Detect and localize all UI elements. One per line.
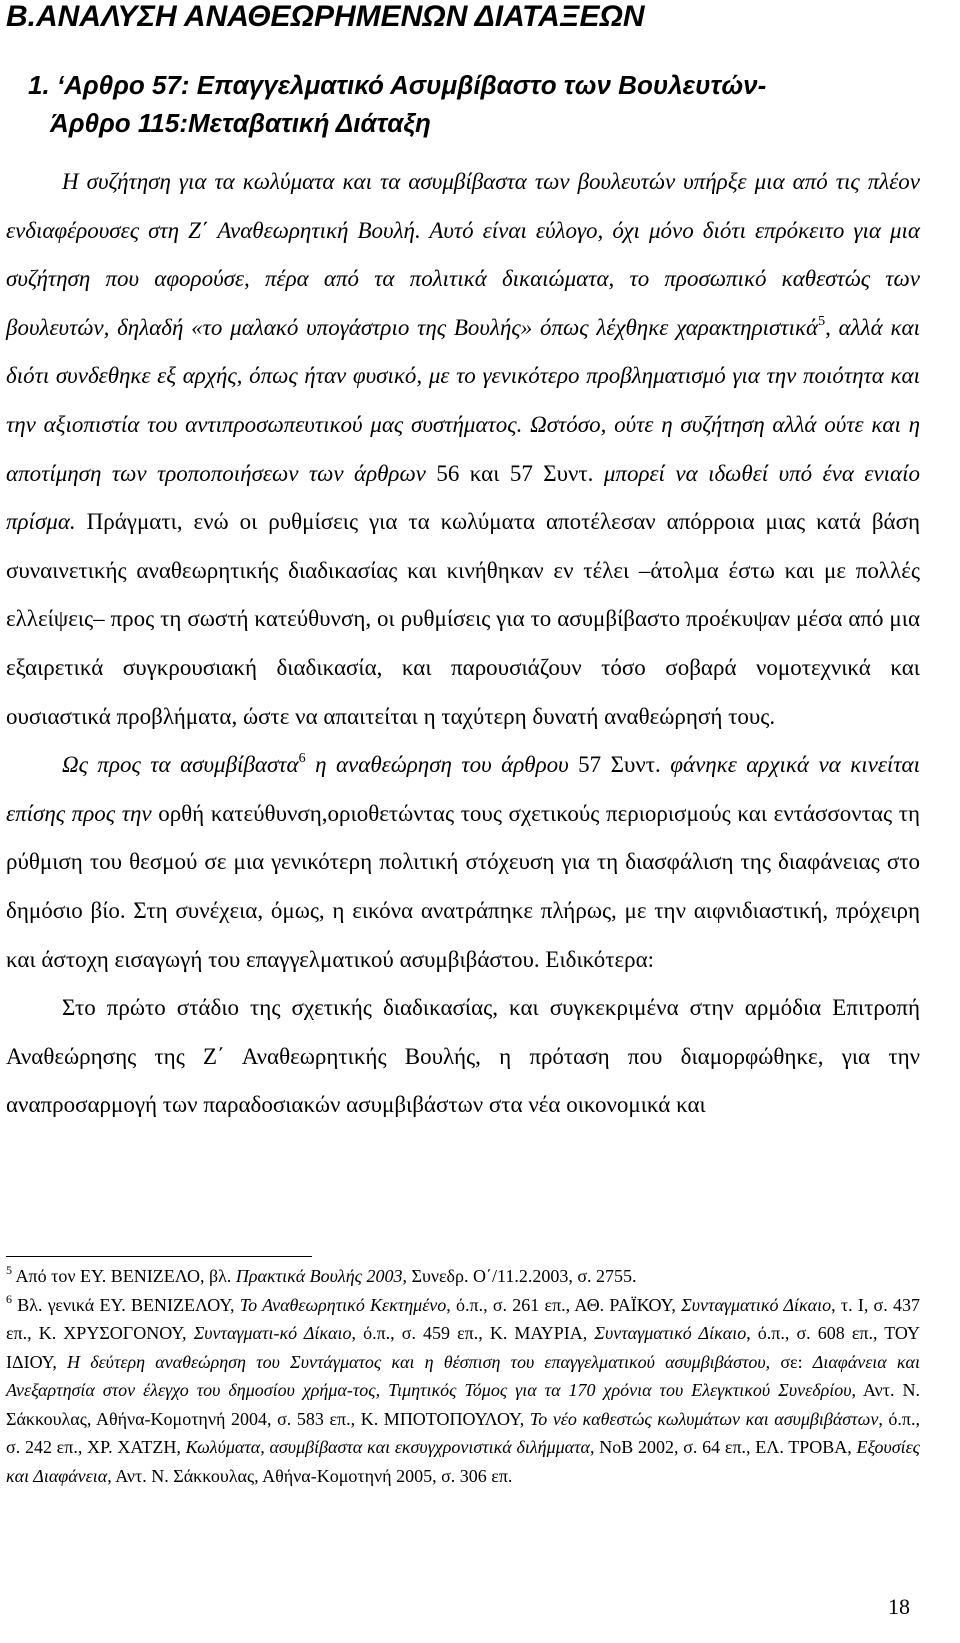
text-run: Το νέο καθεστώς κωλυμάτων και ασυμβιβάστων	[529, 1408, 879, 1429]
text-run: Η δεύτερη αναθεώρηση του Συντάγματος και η θέσπιση του επαγγελματικού ασυμβιβάστου	[67, 1351, 766, 1372]
text-run: ορθή κατεύθυνση,οριοθετώντας τους σχετικούς περιορισμούς και εντάσσοντας τη ρύθμιση του θεσμού σε μια γενικότερη πολιτική στόχευση για τη διασφάλιση της διαφάνειας στο δημόσιο βίο. Στη συνέχεια, όμως, η εικόνα ανατράπηκε πλήρως, με την αιφνιδιαστική, πρόχειρη και άστοχη εισαγωγή του επαγγελματικού ασυμβιβάστου. Ειδικότερα:	[6, 800, 920, 972]
article-heading-line-2: Άρθρο 115:Μεταβατική Διάταξη	[50, 108, 431, 138]
text-run: 57 Συντ.	[578, 752, 661, 778]
text-run: φάνηκε αρχικά να κινείται επίσης προς την	[6, 752, 921, 826]
footnote-reference: 5	[818, 313, 826, 329]
text-run: Στο πρώτο στάδιο της σχετικής διαδικασίας, και συγκεκριμένα στην αρμόδια Επιτροπή Αναθεώρησης της Ζ΄ Αναθεωρητικής Βουλής, η πρόταση που διαμορφώθηκε, για την αναπροσαρμογή των παραδοσιακών ασυμβιβάστων στα νέα οικονομικά και	[6, 995, 920, 1118]
text-run: , ό.π., σ. 261 επ., ΑΘ. ΡΑΪΚΟΥ,	[446, 1294, 682, 1315]
text-run: , σε:	[765, 1351, 813, 1372]
text-run: , ό.π., σ. 242 επ., ΧΡ. ΧΑΤΖΗ,	[6, 1408, 920, 1457]
text-run: Ως προς τα ασυμβίβαστα	[62, 752, 299, 778]
paragraph	[6, 158, 920, 741]
paragraph	[6, 984, 920, 1130]
text-run: , αλλά και διότι συνδεθηκε εξ αρχής, όπως ήταν φυσικό, με το γενικότερο προβληματισμό για την ποιότητα και την αξιοπιστία του αντιπροσωπευτικού μας συστήματος. Ωστόσο, ούτε η συζήτηση αλλά ούτε και η αποτίμηση των τροποποιήσεων των άρθρων	[6, 314, 920, 486]
footnotes	[6, 1262, 920, 1490]
text-run: , Συνεδρ. Ο΄/11.2.2003, σ. 2755.	[402, 1266, 637, 1286]
text-run: μπορεί να ιδωθεί υπό ένα ενιαίο πρίσμα.	[6, 460, 921, 535]
text-run: Το Αναθεωρητικό Κεκτημένο	[239, 1294, 447, 1315]
article-heading-line-1: 1. ‘Αρθρο 57: Επαγγελματικό Ασυμβίβαστο των Βουλευτών-	[28, 70, 767, 100]
text-run: Συνταγματι-κό Δίκαιο	[193, 1323, 352, 1343]
text-run: η αναθεώρηση του άρθρου	[305, 752, 579, 778]
page-number: 18	[888, 1594, 910, 1619]
text-run: , τ. Ι, σ. 437 επ., Κ. ΧΡΥΣΟΓΟΝΟΥ,	[6, 1294, 920, 1343]
paragraph	[6, 741, 920, 984]
text-run: , ό.π., σ. 459 επ., Κ. ΜΑΥΡΙΑ,	[351, 1323, 595, 1343]
section-heading: B.ΑΝΑΛΥΣΗ ΑΝΑΘΕΩΡΗΜΕΝΩΝ ΔΙΑΤΑΞΕΩΝ	[6, 0, 645, 33]
text-run: Βλ. γενικά ΕΥ. ΒΕΝΙΖΕΛΟΥ,	[12, 1294, 240, 1315]
body-text	[6, 158, 920, 1130]
footnote-divider	[6, 1256, 312, 1257]
text-run: Κωλύματα, ασυμβίβαστα και εκσυγχρονιστικά διλήμματα	[185, 1437, 590, 1457]
text-run: , Αντ. Ν. Σάκκουλας, Αθήνα-Κομοτηνή 2004, σ. 583 επ., Κ. ΜΠΟΤΟΠΟΥΛΟΥ,	[6, 1380, 921, 1429]
text-run: , ΝοΒ 2002, σ. 64 επ., ΕΛ. ΤΡΟΒΑ,	[589, 1437, 857, 1457]
footnote	[6, 1262, 920, 1291]
footnote-reference: 6	[298, 751, 306, 767]
text-run: Πρακτικά Βουλής 2003	[235, 1266, 403, 1286]
text-run: , Αντ. Ν. Σάκκουλας, Αθήνα-Κομοτηνή 2005, σ. 306 επ.	[107, 1465, 513, 1486]
text-run: , ό.π., σ. 608 επ., ΤΟΥ ΙΔΙΟΥ,	[6, 1323, 921, 1372]
text-run: Από τον ΕΥ. ΒΕΝΙΖΕΛΟ, βλ.	[12, 1266, 236, 1286]
footnote	[6, 1291, 920, 1491]
text-run: Πράγματι, ενώ οι ρυθμίσεις για τα κωλύματα αποτέλεσαν απόρροια μιας κατά βάση συναινετικής αναθεωρητικής διαδικασίας και κινήθηκαν εν τέλει –άτολμα έστω και με πολλές ελλείψεις– προς τη σωστή κατεύθυνση, οι ρυθμίσεις για το ασυμβίβαστο προέκυψαν μέσα από μια εξαιρετικά συγκρουσιακή διαδικασία, και παρουσιάζουν τόσο σοβαρά νομοτεχνικά και ουσιαστικά προβλήματα, ώστε να απαιτείται η ταχύτερη δυνατή αναθεώρησή τους.	[6, 509, 920, 729]
text-run: Η συζήτηση για τα κωλύματα και τα ασυμβίβαστα των βουλευτών υπήρξε μια από τις πλέον ενδιαφέρουσες στη Ζ΄ Αναθεωρητική Βουλή. Αυτό είναι εύλογο, όχι μόνο διότι επρόκειτο για μια συζήτηση που αφορούσε, πέρα από τα πολιτικά δικαιώματα, το προσωπικό καθεστώς των βουλευτών, δηλαδή «το μαλακό υπογάστριο της Βουλής» όπως λέχθηκε χαρακτηριστικά	[6, 169, 920, 340]
text-run: Συνταγματικό Δίκαιο	[681, 1294, 832, 1315]
footnote-reference: 5	[6, 1263, 12, 1277]
footnote-reference: 6	[6, 1291, 12, 1306]
text-run: Διαφάνεια και Ανεξαρτησία στον έλεγχο του δημοσίου χρήμα-τος, Τιμητικός Τόμος για τα 170 χρόνια του Ελεγκτικού Συνεδρίου	[6, 1351, 920, 1400]
text-run: Συνταγματικό Δίκαιο	[594, 1323, 747, 1343]
text-run: Εξουσίες και Διαφάνεια	[6, 1437, 920, 1486]
article-heading	[28, 66, 928, 142]
text-run: 56 και 57 Συντ.	[436, 460, 594, 486]
